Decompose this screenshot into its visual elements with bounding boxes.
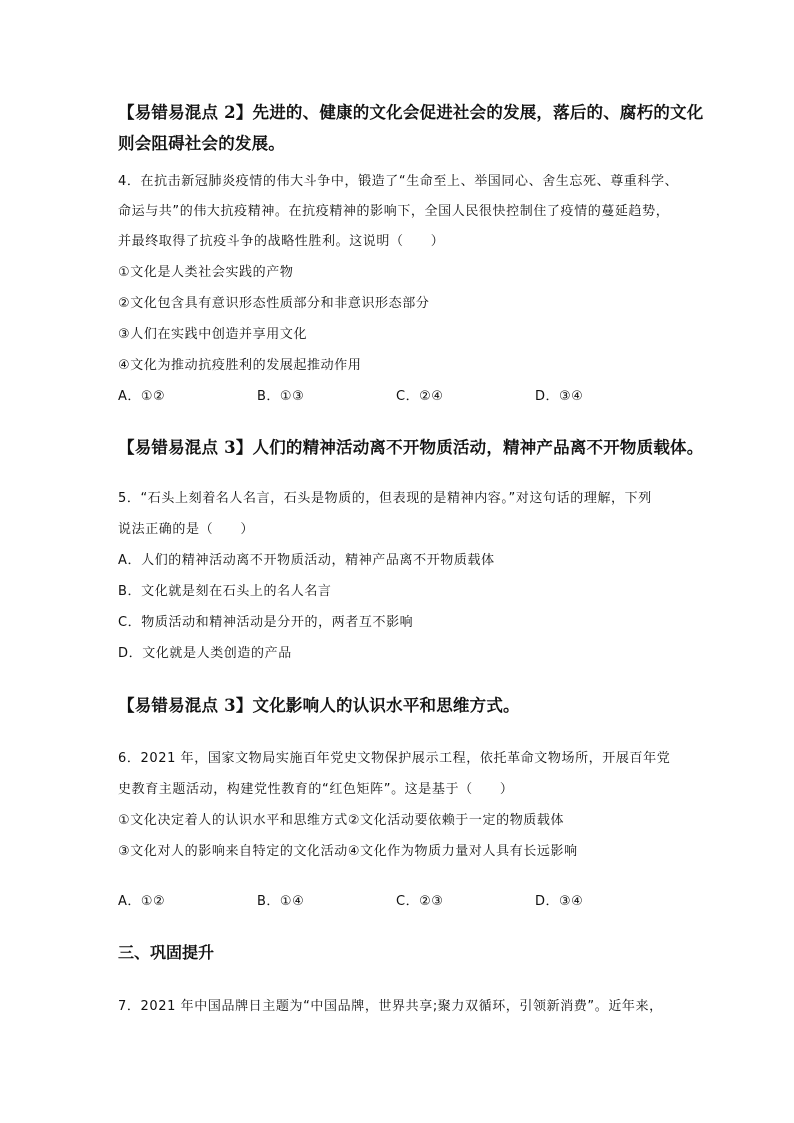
q5-option-d: D．文化就是人类创造的产品 [118, 646, 292, 661]
q4-option-b: B．①③ [257, 389, 305, 404]
q6-items-line2: ③文化对人的影响来自特定的文化活动④文化作为物质力量对人具有长远影响 [118, 844, 578, 859]
section-title-consolidation: 三、巩固提升 [118, 943, 215, 962]
q5-option-c: C．物质活动和精神活动是分开的，两者互不影响 [118, 615, 414, 630]
q4-option-d: D．③④ [535, 389, 584, 404]
q5-stem-line1: 5．“石头上刻着名人名言，石头是物质的，但表现的是精神内容。”对这句话的理解，下列 [118, 491, 652, 506]
q7-stem-line1: 7．2021 年中国品牌日主题为“中国品牌，世界共享;聚力双循环，引领新消费”。近年来， [118, 999, 663, 1014]
heading-mistake-point-3b: 【易错易混点 3】文化影响人的认识水平和思维方式。 [118, 696, 520, 715]
heading-mistake-point-2-line1: 【易错易混点 2】先进的、健康的文化会促进社会的发展，落后的、腐朽的文化 [118, 103, 704, 122]
q6-items-line1: ①文化决定着人的认识水平和思维方式②文化活动要依赖于一定的物质载体 [118, 813, 565, 828]
q5-stem-line2: 说法正确的是（ ） [118, 522, 255, 537]
q6-option-c: C．②③ [396, 894, 444, 909]
q5-option-b: B．文化就是刻在石头上的名人名言 [118, 584, 332, 599]
q4-option-c: C．②④ [396, 389, 444, 404]
q4-option-a: A．①② [118, 389, 166, 404]
q4-item-1: ①文化是人类社会实践的产物 [118, 265, 294, 280]
q6-option-a: A．①② [118, 894, 166, 909]
heading-mistake-point-3a: 【易错易混点 3】人们的精神活动离不开物质活动，精神产品离不开物质载体。 [118, 438, 704, 457]
q4-item-4: ④文化为推动抗疫胜利的发展起推动作用 [118, 358, 362, 373]
q4-stem-line2: 命运与共”的伟大抗疫精神。在抗疫精神的影响下，全国人民很快控制住了疫情的蔓延趋势， [118, 204, 670, 219]
q6-stem-line1: 6．2021 年，国家文物局实施百年党史文物保护展示工程，依托革命文物场所，开展百年党 [118, 751, 671, 766]
q5-option-a: A．人们的精神活动离不开物质活动，精神产品离不开物质载体 [118, 553, 495, 568]
heading-mistake-point-2-line2: 则会阻碍社会的发展。 [118, 134, 285, 153]
q6-option-b: B．①④ [257, 894, 305, 909]
q6-option-d: D．③④ [535, 894, 584, 909]
q4-item-3: ③人们在实践中创造并享用文化 [118, 327, 308, 342]
q4-stem-line3: 并最终取得了抗疫斗争的战略性胜利。这说明（ ） [118, 234, 445, 249]
q4-item-2: ②文化包含具有意识形态性质部分和非意识形态部分 [118, 296, 430, 311]
q6-stem-line2: 史教育主题活动，构建党性教育的“红色矩阵”。这是基于（ ） [118, 782, 514, 797]
q4-stem-line1: 4．在抗击新冠肺炎疫情的伟大斗争中，锻造了“生命至上、举国同心、舍生忘死、尊重科学、 [118, 174, 679, 189]
